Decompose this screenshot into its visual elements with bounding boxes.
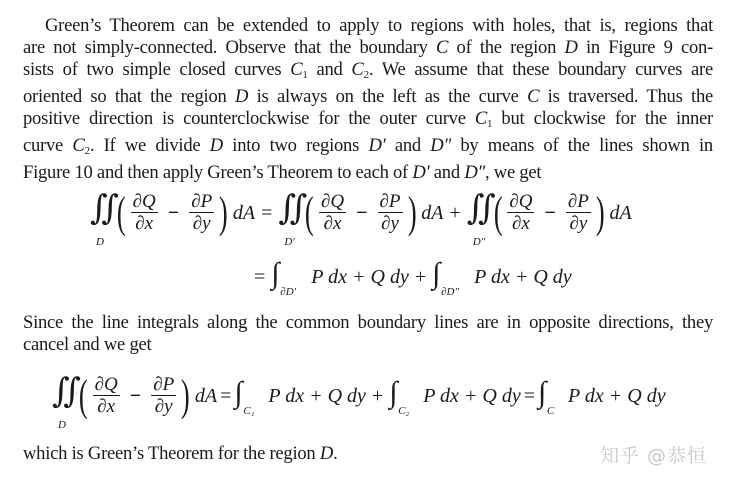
text-line: positive direction is counterclockwise for the outer curve $C_1$ but clockwise for the inner <box>23 108 714 130</box>
paragraph-cancel <box>23 312 713 356</box>
text-line: Green’s Theorem can be extended to apply to regions with holes, that is, regions that <box>45 15 713 36</box>
fraction-dq-dx: $\frac{\partial Q}{\partial x}$ <box>94 373 118 417</box>
text-line: curve $C_2$. If we divide D into two regions D′ and D″ by means of the lines shown in <box>23 135 713 157</box>
line-integral-symbol: ∫ C <box>538 376 555 417</box>
fraction-dq-dx: $\frac{\partial Q}{\partial x}$ <box>509 190 533 234</box>
double-integral-symbol: ∬ D <box>90 190 105 248</box>
double-integral-symbol: ∬ D″ <box>466 190 486 248</box>
equation-line-integrals-dprime: = ∫ ∂D′ P dx + Q dy + ∫ ∂D″ P dx + Q dy <box>254 257 572 298</box>
text-line: cancel and we get <box>23 334 152 355</box>
text-line: Figure 10 and then apply Green’s Theorem to each of D′ and D″, we get <box>23 162 542 183</box>
fraction-dp-dy: $\frac{\partial P}{\partial y}$ <box>153 373 175 417</box>
text-line: which is Green’s Theorem for the region D. <box>23 443 338 464</box>
paragraph-intro <box>23 15 713 184</box>
fraction-dp-dy: $\frac{\partial P}{\partial y}$ <box>379 190 401 234</box>
text-line: are not simply-connected. Observe that the boundary C of the region D in Figure 9 con- <box>23 37 713 58</box>
fraction-dq-dx: $\frac{\partial Q}{\partial x}$ <box>321 190 345 234</box>
equation-double-integral-split: ∬ D ( $\frac{\partial Q}{\partial x}$ − $\frac{\partial P}{\partial y}$ ) dA = ∬ D′ ( $\frac{\partial Q}{\partial x}$ − $\frac{\partial P}{\partial y}$ ) dA + ∬ D″ ( $\frac{\partial Q}{\partial x}$ − $\frac{\partial P}{\partial y}$ ) dA <box>90 188 632 248</box>
double-integral-symbol: ∬ D <box>52 373 67 431</box>
zhihu-watermark: 知乎 @恭恒 <box>600 445 708 467</box>
double-integral-symbol: ∬ D′ <box>278 190 295 248</box>
text-line: sists of two simple closed curves $C_1$ and $C_2$. We assume that these boundary curves are <box>23 59 713 81</box>
line-integral-symbol: ∫ ∂D″ <box>432 257 460 298</box>
equation-greens-theorem-holes: ∬ D ( $\frac{\partial Q}{\partial x}$ − $\frac{\partial P}{\partial y}$ ) dA = ∫ C₁ P dx + Q dy + ∫ C₂ P dx + Q dy = ∫ C P dx + Q dy <box>52 371 666 431</box>
line-integral-symbol: ∫ ∂D′ <box>271 257 297 298</box>
line-integral-symbol: ∫ C₂ <box>389 376 410 417</box>
fraction-dp-dy: $\frac{\partial P}{\partial y}$ <box>191 190 213 234</box>
text-line: oriented so that the region D is always on the left as the curve C is traversed. Thus the <box>23 86 713 107</box>
line-integral-symbol: ∫ C₁ <box>234 376 255 417</box>
fraction-dp-dy: $\frac{\partial P}{\partial y}$ <box>567 190 589 234</box>
fraction-dq-dx: $\frac{\partial Q}{\partial x}$ <box>132 190 156 234</box>
text-line: Since the line integrals along the common boundary lines are in opposite directions, they <box>23 312 713 333</box>
